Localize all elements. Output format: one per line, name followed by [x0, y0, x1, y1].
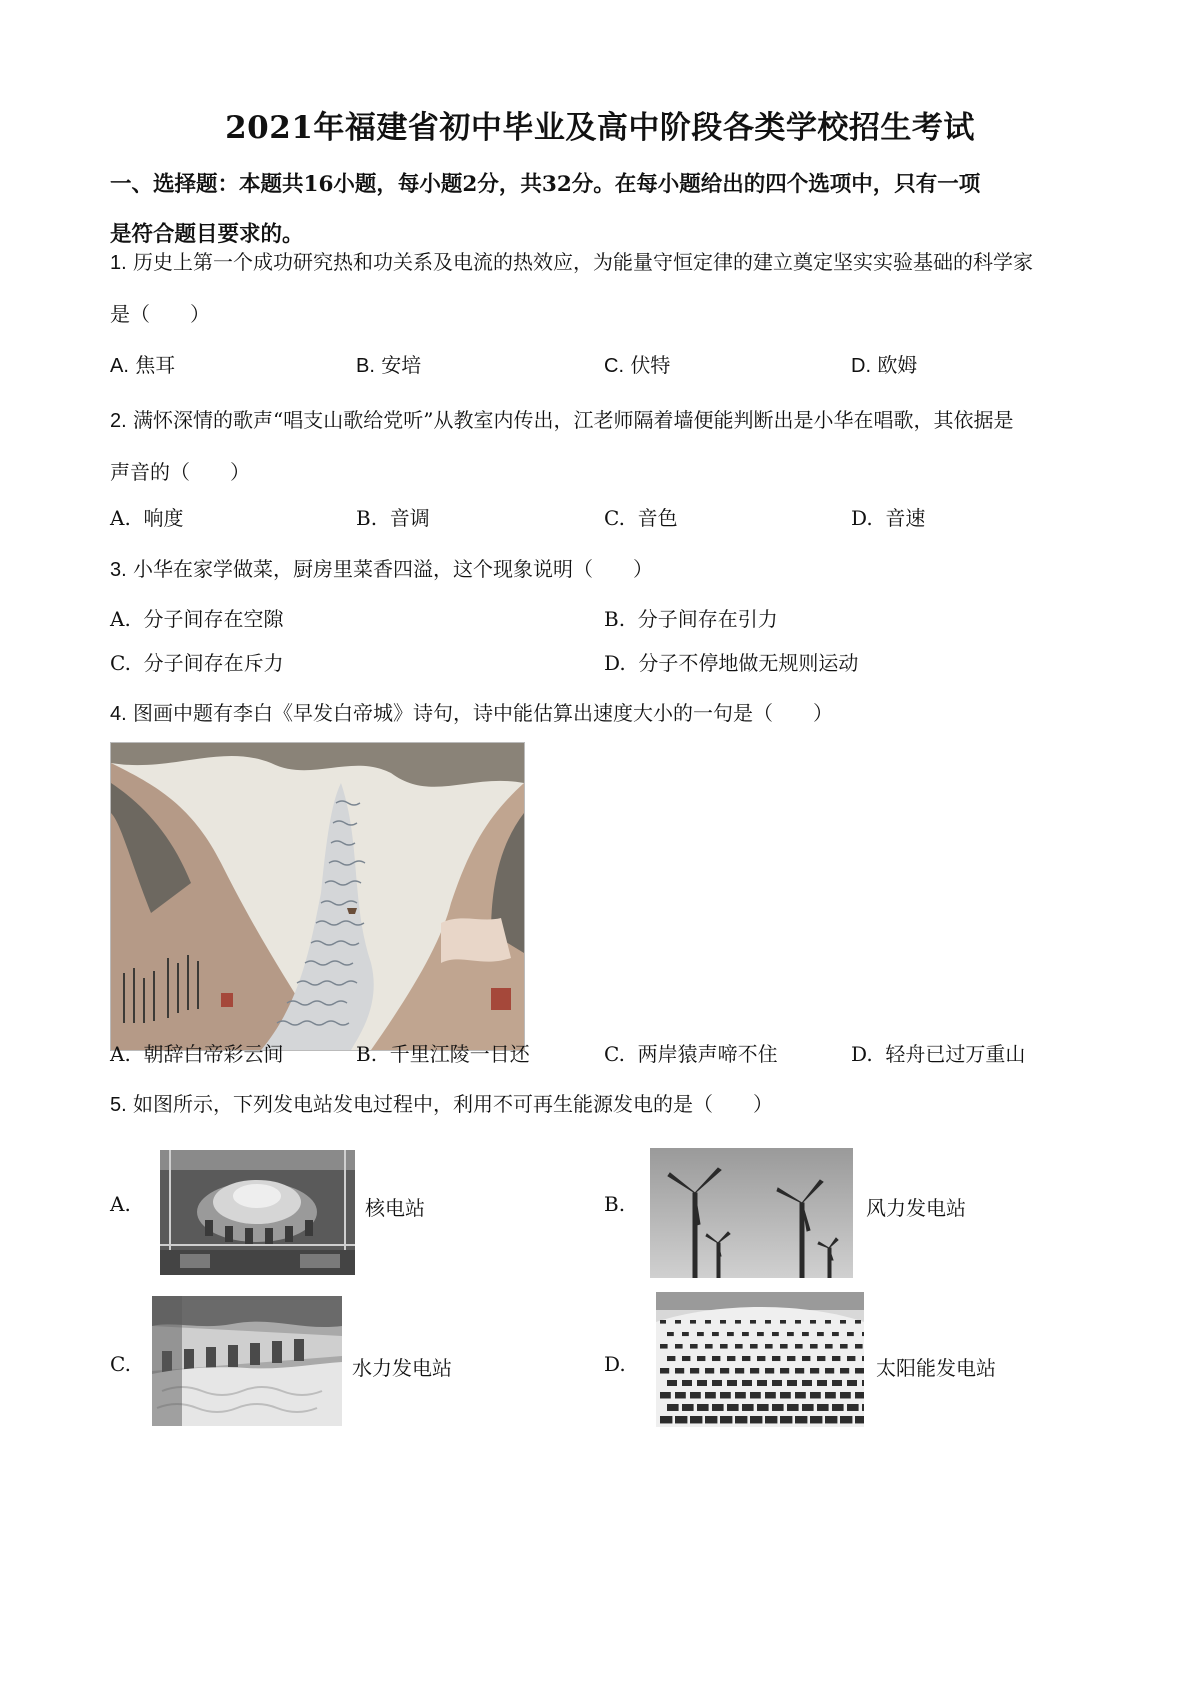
solar-panel	[720, 1416, 732, 1423]
option-letter: D.	[604, 651, 626, 675]
solar-panel	[825, 1320, 831, 1324]
solar-panel	[757, 1356, 765, 1361]
solar-panel	[795, 1320, 801, 1324]
solar-panel	[772, 1356, 780, 1361]
solar-panel	[705, 1368, 714, 1374]
solar-panel	[690, 1344, 698, 1349]
solar-panel	[787, 1332, 794, 1336]
solar-panel	[847, 1380, 857, 1386]
solar-panel	[817, 1380, 827, 1386]
solar-panel	[795, 1416, 807, 1423]
solar-panel	[810, 1368, 819, 1374]
question-1-option-a[interactable]	[110, 349, 175, 378]
question-3-number: 3.	[110, 559, 127, 581]
solar-panel	[765, 1416, 777, 1423]
question-1-option-d[interactable]	[851, 349, 917, 378]
solar-panel	[787, 1380, 797, 1386]
question-5-option-d[interactable]	[604, 1352, 626, 1376]
page-title: 2021年福建省初中毕业及高中阶段各类学校招生考试	[225, 110, 975, 146]
option-letter: C.	[604, 1042, 625, 1066]
solar-panel	[750, 1392, 761, 1398]
question-5-option-a[interactable]	[110, 1192, 131, 1216]
solar-panel	[750, 1416, 762, 1423]
solar-panel	[697, 1356, 705, 1361]
solar-panel	[832, 1356, 840, 1361]
solar-panel	[862, 1380, 864, 1386]
solar-panel	[712, 1332, 719, 1336]
solar-panel	[855, 1344, 863, 1349]
solar-panel	[787, 1404, 799, 1411]
question-3-option-b[interactable]	[604, 603, 778, 632]
question-5-number: 5.	[110, 1094, 127, 1116]
option-text: 安培	[381, 353, 422, 377]
question-2-line2: 声音的（ ）	[110, 460, 250, 484]
solar-panel	[727, 1332, 734, 1336]
option-text: 音调	[389, 506, 430, 530]
solar-panel	[667, 1356, 675, 1361]
solar-panel	[825, 1416, 837, 1423]
solar-panel	[712, 1356, 720, 1361]
solar-panel	[675, 1392, 686, 1398]
solar-panel	[660, 1320, 666, 1324]
solar-panel	[720, 1368, 729, 1374]
question-4-option-a[interactable]	[110, 1038, 284, 1067]
option-letter: A.	[110, 355, 129, 377]
question-3-line1	[110, 553, 653, 582]
solar-plant-caption: 太阳能发电站	[876, 1356, 996, 1380]
question-2-option-d[interactable]	[851, 502, 925, 531]
solar-panel	[742, 1404, 754, 1411]
option-letter: B.	[356, 355, 375, 377]
solar-panel	[765, 1392, 776, 1398]
solar-panel	[727, 1356, 735, 1361]
option-letter: D.	[851, 1042, 873, 1066]
solar-panel	[690, 1392, 701, 1398]
solar-panel	[660, 1392, 671, 1398]
solar-panel	[660, 1368, 669, 1374]
solar-panel	[705, 1320, 711, 1324]
option-letter: A.	[110, 607, 131, 631]
option-letter: D.	[851, 355, 871, 377]
option-letter: B.	[604, 1192, 626, 1216]
solar-panel	[810, 1416, 822, 1423]
solar-panel	[780, 1320, 786, 1324]
solar-panel	[765, 1320, 771, 1324]
option-letter: D.	[851, 506, 873, 530]
option-letter: B.	[604, 607, 626, 631]
question-2-text: 满怀深情的歌声“唱支山歌给党听”从教室内传出，江老师隔着墙便能判断出是小华在唱歌，其依据是	[133, 408, 1014, 432]
section-heading-line2: 是符合题目要求的。	[110, 222, 304, 247]
question-4-number: 4.	[110, 703, 127, 725]
solar-panel	[840, 1416, 852, 1423]
solar-panel	[810, 1392, 821, 1398]
solar-panel	[862, 1404, 864, 1411]
option-letter: C.	[110, 651, 131, 675]
solar-panel	[855, 1392, 864, 1398]
question-1-text: 历史上第一个成功研究热和功关系及电流的热效应，为能量守恒定律的建立奠定坚实实验基础的科学家	[133, 250, 1034, 274]
option-letter: B.	[356, 506, 378, 530]
solar-panel	[727, 1380, 737, 1386]
option-text: 焦耳	[135, 353, 176, 377]
solar-panel	[675, 1344, 683, 1349]
question-3-option-d[interactable]	[604, 647, 858, 676]
solar-panel	[682, 1332, 689, 1336]
solar-panel	[720, 1392, 731, 1398]
option-text: 音色	[637, 506, 678, 530]
solar-panel	[802, 1380, 812, 1386]
question-2-number: 2.	[110, 410, 127, 432]
solar-panel	[735, 1368, 744, 1374]
solar-panel	[780, 1392, 791, 1398]
solar-panel	[682, 1356, 690, 1361]
solar-panel	[727, 1404, 739, 1411]
solar-panel	[682, 1404, 694, 1411]
question-4-option-b[interactable]	[356, 1038, 530, 1067]
solar-panel	[817, 1332, 824, 1336]
solar-panel	[757, 1404, 769, 1411]
option-letter: C.	[604, 355, 624, 377]
solar-panel	[757, 1332, 764, 1336]
option-letter: A.	[110, 506, 131, 530]
solar-panel	[742, 1380, 752, 1386]
question-1-line1	[110, 246, 1033, 275]
question-3-option-a[interactable]	[110, 603, 284, 632]
solar-panel	[765, 1368, 774, 1374]
nuclear-plant-caption: 核电站	[365, 1196, 425, 1220]
solar-panel	[802, 1332, 809, 1336]
solar-panel	[772, 1404, 784, 1411]
option-text: 响度	[143, 506, 184, 530]
solar-panel	[810, 1344, 818, 1349]
solar-panel	[810, 1320, 816, 1324]
solar-panel	[802, 1356, 810, 1361]
question-4-line1	[110, 697, 833, 726]
solar-panel	[720, 1344, 728, 1349]
solar-panel	[825, 1368, 834, 1374]
solar-panel	[817, 1356, 825, 1361]
solar-panel	[832, 1380, 842, 1386]
solar-panel	[772, 1380, 782, 1386]
question-1-line2: 是（ ）	[110, 302, 210, 326]
question-2-option-c[interactable]	[604, 502, 678, 531]
option-text: 分子不停地做无规则运动	[638, 651, 859, 675]
question-5-option-c[interactable]	[110, 1352, 131, 1376]
solar-panel	[855, 1416, 864, 1423]
solar-panel	[825, 1344, 833, 1349]
solar-panel	[667, 1380, 677, 1386]
solar-panel	[795, 1344, 803, 1349]
landscape-painting-image	[110, 742, 525, 1051]
solar-panel	[742, 1356, 750, 1361]
option-text: 分子间存在斥力	[143, 651, 284, 675]
solar-panel	[855, 1320, 861, 1324]
solar-panel	[750, 1320, 756, 1324]
solar-panel	[690, 1368, 699, 1374]
solar-panel	[757, 1380, 767, 1386]
solar-panel	[787, 1356, 795, 1361]
option-text: 两岸猿声啼不住	[637, 1042, 778, 1066]
option-text: 朝辞白帝彩云间	[143, 1042, 284, 1066]
solar-panel	[667, 1332, 674, 1336]
option-text: 分子间存在引力	[637, 607, 778, 631]
hydro-dam-image	[152, 1296, 342, 1426]
solar-panel	[832, 1404, 844, 1411]
option-letter: C.	[110, 1352, 131, 1376]
option-letter: A.	[110, 1192, 131, 1216]
solar-panel	[780, 1368, 789, 1374]
solar-panel	[750, 1344, 758, 1349]
solar-panel	[675, 1320, 681, 1324]
solar-panel	[855, 1368, 864, 1374]
solar-panel	[697, 1404, 709, 1411]
solar-panel	[840, 1344, 848, 1349]
section-heading	[110, 160, 1100, 260]
question-2-line1	[110, 404, 1014, 433]
solar-panel	[840, 1320, 846, 1324]
solar-panel	[675, 1368, 684, 1374]
solar-panel	[705, 1392, 716, 1398]
solar-panel	[735, 1392, 746, 1398]
solar-panel	[675, 1416, 687, 1423]
question-4-option-c[interactable]	[604, 1038, 778, 1067]
question-2-option-b[interactable]	[356, 502, 430, 531]
question-5-text: 如图所示，下列发电站发电过程中，利用不可再生能源发电的是（ ）	[133, 1092, 774, 1116]
solar-panel	[720, 1320, 726, 1324]
option-letter: B.	[356, 1042, 378, 1066]
solar-panel	[802, 1404, 814, 1411]
solar-panel	[697, 1380, 707, 1386]
solar-panel	[847, 1356, 855, 1361]
question-1-option-c[interactable]	[604, 349, 670, 378]
question-4-text: 图画中题有李白《早发白帝城》诗句，诗中能估算出速度大小的一句是（ ）	[133, 701, 834, 725]
solar-panel	[705, 1416, 717, 1423]
solar-panel	[742, 1332, 749, 1336]
solar-panel	[795, 1368, 804, 1374]
solar-panel	[682, 1380, 692, 1386]
option-text: 千里江陵一日还	[389, 1042, 530, 1066]
solar-panel	[735, 1416, 747, 1423]
solar-panel	[847, 1404, 859, 1411]
solar-panel	[750, 1368, 759, 1374]
option-letter: D.	[604, 1352, 626, 1376]
solar-panel	[712, 1404, 724, 1411]
nuclear-plant-image	[160, 1150, 355, 1275]
option-text: 欧姆	[877, 353, 918, 377]
wind-farm-caption: 风力发电站	[866, 1196, 966, 1220]
option-text: 伏特	[630, 353, 671, 377]
solar-panel	[772, 1332, 779, 1336]
solar-panel	[795, 1392, 806, 1398]
solar-panel	[712, 1380, 722, 1386]
question-3-text: 小华在家学做菜，厨房里菜香四溢，这个现象说明（ ）	[133, 557, 654, 581]
solar-panel	[735, 1344, 743, 1349]
option-text: 音速	[885, 506, 926, 530]
question-3-option-c[interactable]	[110, 647, 284, 676]
solar-panel	[660, 1416, 672, 1423]
solar-panel	[735, 1320, 741, 1324]
solar-panel	[817, 1404, 829, 1411]
solar-panel	[690, 1320, 696, 1324]
solar-panel	[765, 1344, 773, 1349]
solar-panel	[832, 1332, 839, 1336]
question-4-option-d[interactable]	[851, 1038, 1025, 1067]
solar-panel	[840, 1368, 849, 1374]
question-2-option-a[interactable]	[110, 502, 184, 531]
solar-panel	[660, 1344, 668, 1349]
hydro-dam-caption: 水力发电站	[352, 1356, 452, 1380]
question-5-line1	[110, 1088, 773, 1117]
solar-panel	[825, 1392, 836, 1398]
solar-panel	[705, 1344, 713, 1349]
solar-panel	[840, 1392, 851, 1398]
solar-panel	[780, 1344, 788, 1349]
solar-panel	[862, 1356, 864, 1361]
option-letter: A.	[110, 1042, 131, 1066]
solar-panel	[667, 1404, 679, 1411]
question-5-option-b[interactable]	[604, 1192, 625, 1216]
solar-panel	[690, 1416, 702, 1423]
option-text: 分子间存在空隙	[143, 607, 284, 631]
solar-panel	[697, 1332, 704, 1336]
wind-farm-image	[650, 1148, 853, 1278]
solar-plant-image	[656, 1292, 864, 1427]
question-1-number: 1.	[110, 252, 127, 274]
option-text: 轻舟已过万重山	[885, 1042, 1026, 1066]
question-1-option-b[interactable]	[356, 349, 421, 378]
solar-panel	[847, 1332, 854, 1336]
solar-panel	[780, 1416, 792, 1423]
option-letter: C.	[604, 506, 625, 530]
section-heading-line1: 一、选择题：本题共16小题，每小题2分，共32分。在每小题给出的四个选项中，只有一项	[110, 172, 981, 197]
solar-panel	[862, 1332, 864, 1336]
